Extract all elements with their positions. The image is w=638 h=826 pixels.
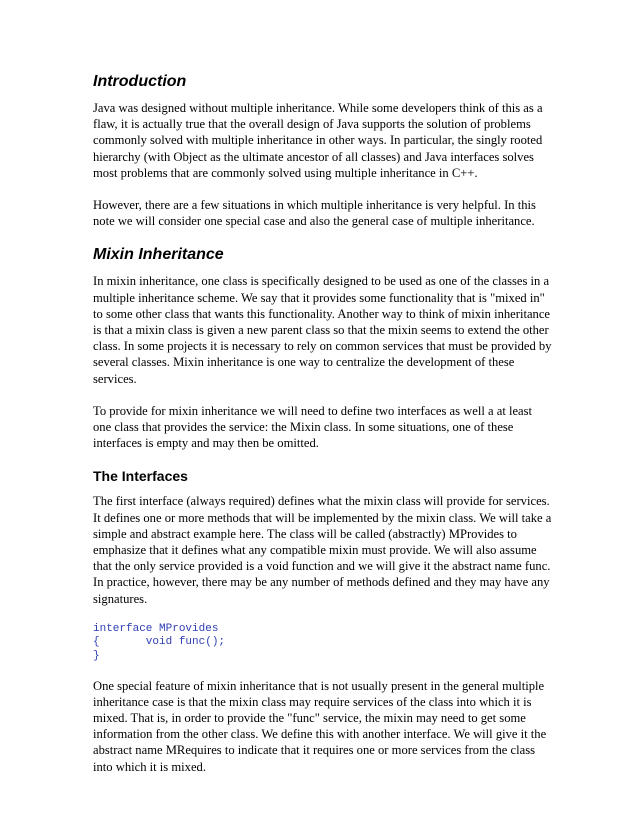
- code-line: }: [93, 650, 100, 663]
- heading-the-interfaces: The Interfaces: [93, 468, 188, 485]
- mixin-paragraph-1: In mixin inheritance, one class is specifically designed to be used as one of the classes in a multiple inheritance scheme. We say that it provides some functionality that is "mixed in" to some other class that wants this functionality. Another way to think of mixin inheritance is that a mixin class is given a new parent class so that the mixin seems to extend the other class. In some projects it is necessary to rely on common services that must be provided by several classes. Mixin inheritance is one way to centralize the development of these services.: [93, 274, 552, 386]
- intro-paragraph-1: Java was designed without multiple inheritance. While some developers think of this as a flaw, it is actually true that the overall design of Java supports the solution of problems commonly solved with multiple inheritance in other ways. In particular, the singly rooted hierarchy (with Object as the ultimate ancestor of all classes) and Java interfaces solves most problems that are commonly solved using multiple inheritance in C++.: [93, 101, 543, 180]
- intro-paragraph-2: However, there are a few situations in which multiple inheritance is very helpful. In this note we will consider one special case and also the general case of multiple inheritance.: [93, 198, 536, 229]
- document-page: [93, 72, 553, 791]
- code-line: interface MProvides: [93, 622, 219, 635]
- interfaces-paragraph-2: One special feature of mixin inheritance that is not usually present in the general multiple inheritance case is that the mixin class may require services of the class into which it is mixed. That is, in order to provide the "func" service, the mixin may need to get some information from the other class. We define this with another interface. We will give it the abstract name MRequires to indicate that it requires one or more services from the class into which it is mixed.: [93, 678, 547, 774]
- mixin-paragraph-2: To provide for mixin inheritance we will need to define two interfaces as well a at least one class that provides the service: the Mixin class. In some situations, one of these interfaces is empty and may then be omitted.: [93, 403, 533, 451]
- interfaces-paragraph-1: The first interface (always required) defines what the mixin class will provide for services. It defines one or more methods that will be implemented by the mixin class. We will take a simple and abstract example here. The class will be called (abstractly) MProvides to emphasize that it defines what any compatible mixin must provide. We will also assume that the only service provided is a void function and we will give it the abstract name func. In practice, however, there may be any number of methods defined and they may have any signatures.: [93, 494, 552, 606]
- heading-mixin-inheritance: Mixin Inheritance: [93, 246, 224, 264]
- code-line: { void func();: [93, 636, 226, 649]
- heading-introduction: Introduction: [93, 73, 187, 90]
- code-block-mprovides: [93, 623, 553, 664]
